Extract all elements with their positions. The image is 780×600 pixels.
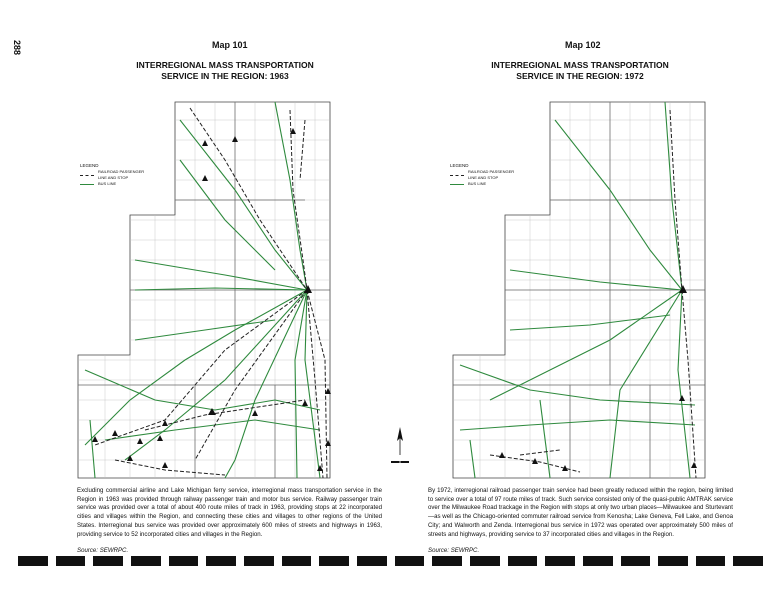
map-102-title-line2: SERVICE IN THE REGION: 1972	[516, 71, 644, 81]
map-102-title	[485, 60, 675, 82]
binding-segment	[131, 556, 161, 566]
legend-title: LEGEND	[450, 163, 469, 168]
map-102-region-map	[450, 100, 720, 480]
map-101-title-line1: INTERREGIONAL MASS TRANSPORTATION	[136, 60, 314, 70]
binding-segment	[169, 556, 199, 566]
binding-segment	[18, 556, 48, 566]
map-102-label: Map 102	[565, 40, 601, 50]
binding-segment	[658, 556, 688, 566]
map-101-source: Source: SEWRPC.	[77, 547, 129, 554]
binding-segment	[470, 556, 500, 566]
binding-segment	[56, 556, 86, 566]
map-102-title-line1: INTERREGIONAL MASS TRANSPORTATION	[491, 60, 669, 70]
map-101-title-line2: SERVICE IN THE REGION: 1963	[161, 71, 289, 81]
binding-segment	[395, 556, 425, 566]
page-edge-binding-strip	[18, 556, 763, 566]
binding-segment	[432, 556, 462, 566]
map-102-source: Source: SEWRPC.	[428, 547, 480, 554]
north-arrow-icon	[388, 425, 412, 470]
binding-segment	[583, 556, 613, 566]
binding-segment	[545, 556, 575, 566]
binding-segment	[733, 556, 763, 566]
legend-rail-text-2: LINE AND STOP	[98, 175, 129, 180]
map-101-caption: Excluding commercial airline and Lake Michigan ferry service, interregional mass transportation service in the Region in 1963 was provided through railway passenger train and motor bus service. Railway passenger train service was provided over a total of about 400 route miles of track in 1963, providing stops at 22 incorporated cities and villages within the Region, and connecting these cities and villages to other regions of the United States. Interregional bus service was provided over approximately 600 miles of streets and highways in 1963, providing service to 52 incorporated cities and villages in the Region.	[77, 487, 382, 538]
map-102-caption: By 1972, interregional railroad passenger train service had been greatly reduced within the region, being limited to service over a total of 97 route miles of track. Such service consisted only of the quasi-public AMTRAK service over the Milwaukee Road trackage in the Region with stops at only two urban places—Milwaukee and Sturtevant—as well as the Chicago-oriented commuter railroad service from Kenosha; Lake Geneva, Fell Lake, and Genoa City; and Walworth and Zenda. Interregional bus service in 1972 was operated over approximately 500 miles of streets and highways, providing service to 37 incorporated cities and villages in the Region.	[428, 487, 733, 538]
legend-bus-text: BUS LINE	[468, 181, 487, 186]
binding-segment	[206, 556, 236, 566]
legend-rail-text-1: RAILROAD PASSENGER	[98, 169, 145, 174]
binding-segment	[282, 556, 312, 566]
legend-rail-text-2: LINE AND STOP	[468, 175, 499, 180]
binding-segment	[319, 556, 349, 566]
map-101-title	[130, 60, 320, 82]
legend-rail-text-1: RAILROAD PASSENGER	[468, 169, 515, 174]
binding-segment	[93, 556, 123, 566]
legend-bus-text: BUS LINE	[98, 181, 117, 186]
legend-title: LEGEND	[80, 163, 99, 168]
binding-segment	[508, 556, 538, 566]
map-101-region-map	[75, 100, 345, 480]
page-number: 288	[12, 40, 22, 56]
binding-segment	[696, 556, 726, 566]
map-101-label: Map 101	[212, 40, 248, 50]
binding-segment	[621, 556, 651, 566]
binding-segment	[244, 556, 274, 566]
binding-segment	[357, 556, 387, 566]
